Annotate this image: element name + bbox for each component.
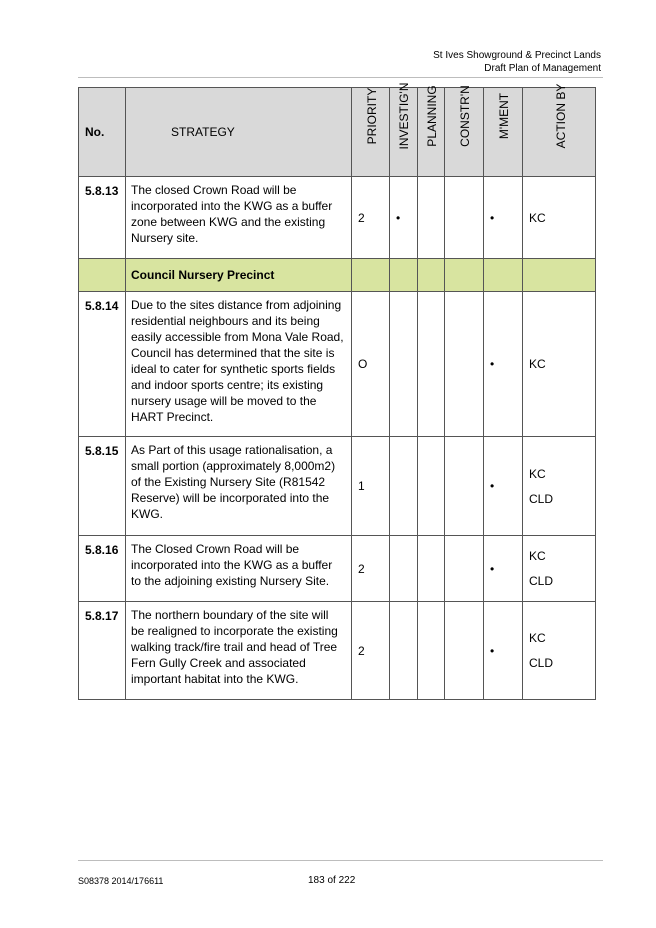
priority-value: 2 [352, 602, 390, 700]
investigation-mark: • [390, 177, 418, 259]
action-by: KC CLD [523, 437, 596, 536]
planning-mark [418, 536, 445, 602]
strategy-number: 5.8.13 [79, 177, 126, 259]
management-mark: • [484, 536, 523, 602]
strategy-number: 5.8.17 [79, 602, 126, 700]
investigation-mark [390, 602, 418, 700]
table-header-row [79, 88, 596, 177]
column-header-no: No. [79, 88, 126, 177]
management-mark: • [484, 437, 523, 536]
table-row [79, 536, 596, 602]
strategy-text: The northern boundary of the site will be realigned to incorporate the existing walking track/fire trail and head of Tree Fern Gully Creek and associated important habitat into the KWG. [126, 602, 352, 700]
column-header-action-by: ACTION BY [523, 88, 596, 177]
strategy-text: Due to the sites distance from adjoining residential neighbours and its being easily accessible from Mona Vale Road, Council has determined that the site is ideal to cater for synthetic sports fields and indoor sports centre; its existing nursery usage will be moved to the HART Precinct. [126, 292, 352, 437]
page-number: 183 of 222 [308, 875, 356, 886]
document-subtitle: Draft Plan of Management [484, 63, 601, 74]
strategy-number: 5.8.16 [79, 536, 126, 602]
table-row [79, 177, 596, 259]
column-header-planning: PLANNING [418, 88, 445, 177]
action-by: KC [523, 177, 596, 259]
column-header-priority: PRIORITY [352, 88, 390, 177]
strategy-table [78, 82, 596, 700]
priority-value: 1 [352, 437, 390, 536]
strategy-number: 5.8.14 [79, 292, 126, 437]
investigation-mark [390, 292, 418, 437]
column-header-strategy: STRATEGY [126, 88, 352, 177]
column-header-management: M'MENT [484, 88, 523, 177]
management-mark: • [484, 292, 523, 437]
header-rule [78, 77, 603, 78]
column-header-investigation: INVESTIG'N [390, 88, 418, 177]
document-reference: S08378 2014/176611 [78, 876, 164, 886]
planning-mark [418, 602, 445, 700]
investigation-mark [390, 437, 418, 536]
column-header-construction: CONSTR'N [445, 88, 484, 177]
planning-mark [418, 437, 445, 536]
table-row [79, 602, 596, 700]
construction-mark [445, 437, 484, 536]
table-row [79, 437, 596, 536]
section-title: Council Nursery Precinct [126, 259, 352, 292]
construction-mark [445, 536, 484, 602]
strategy-text: The closed Crown Road will be incorporated into the KWG as a buffer zone between KWG and the existing Nursery site. [126, 177, 352, 259]
strategy-number: 5.8.15 [79, 437, 126, 536]
footer-rule [78, 860, 603, 861]
action-by: KC CLD [523, 536, 596, 602]
priority-value: O [352, 292, 390, 437]
strategy-text: As Part of this usage rationalisation, a small portion (approximately 8,000m2) of the Existing Nursery Site (R81542 Reserve) will be incorporated into the KWG. [126, 437, 352, 536]
action-by: KC [523, 292, 596, 437]
planning-mark [418, 292, 445, 437]
construction-mark [445, 177, 484, 259]
priority-value: 2 [352, 536, 390, 602]
investigation-mark [390, 536, 418, 602]
priority-value: 2 [352, 177, 390, 259]
management-mark: • [484, 602, 523, 700]
section-row [79, 259, 596, 292]
document-header [433, 49, 601, 75]
table-row [79, 292, 596, 437]
strategy-text: The Closed Crown Road will be incorporated into the KWG as a buffer to the adjoining existing Nursery Site. [126, 536, 352, 602]
construction-mark [445, 602, 484, 700]
action-by: KC CLD [523, 602, 596, 700]
construction-mark [445, 292, 484, 437]
planning-mark [418, 177, 445, 259]
document-title: St Ives Showground & Precinct Lands [433, 50, 601, 61]
management-mark: • [484, 177, 523, 259]
